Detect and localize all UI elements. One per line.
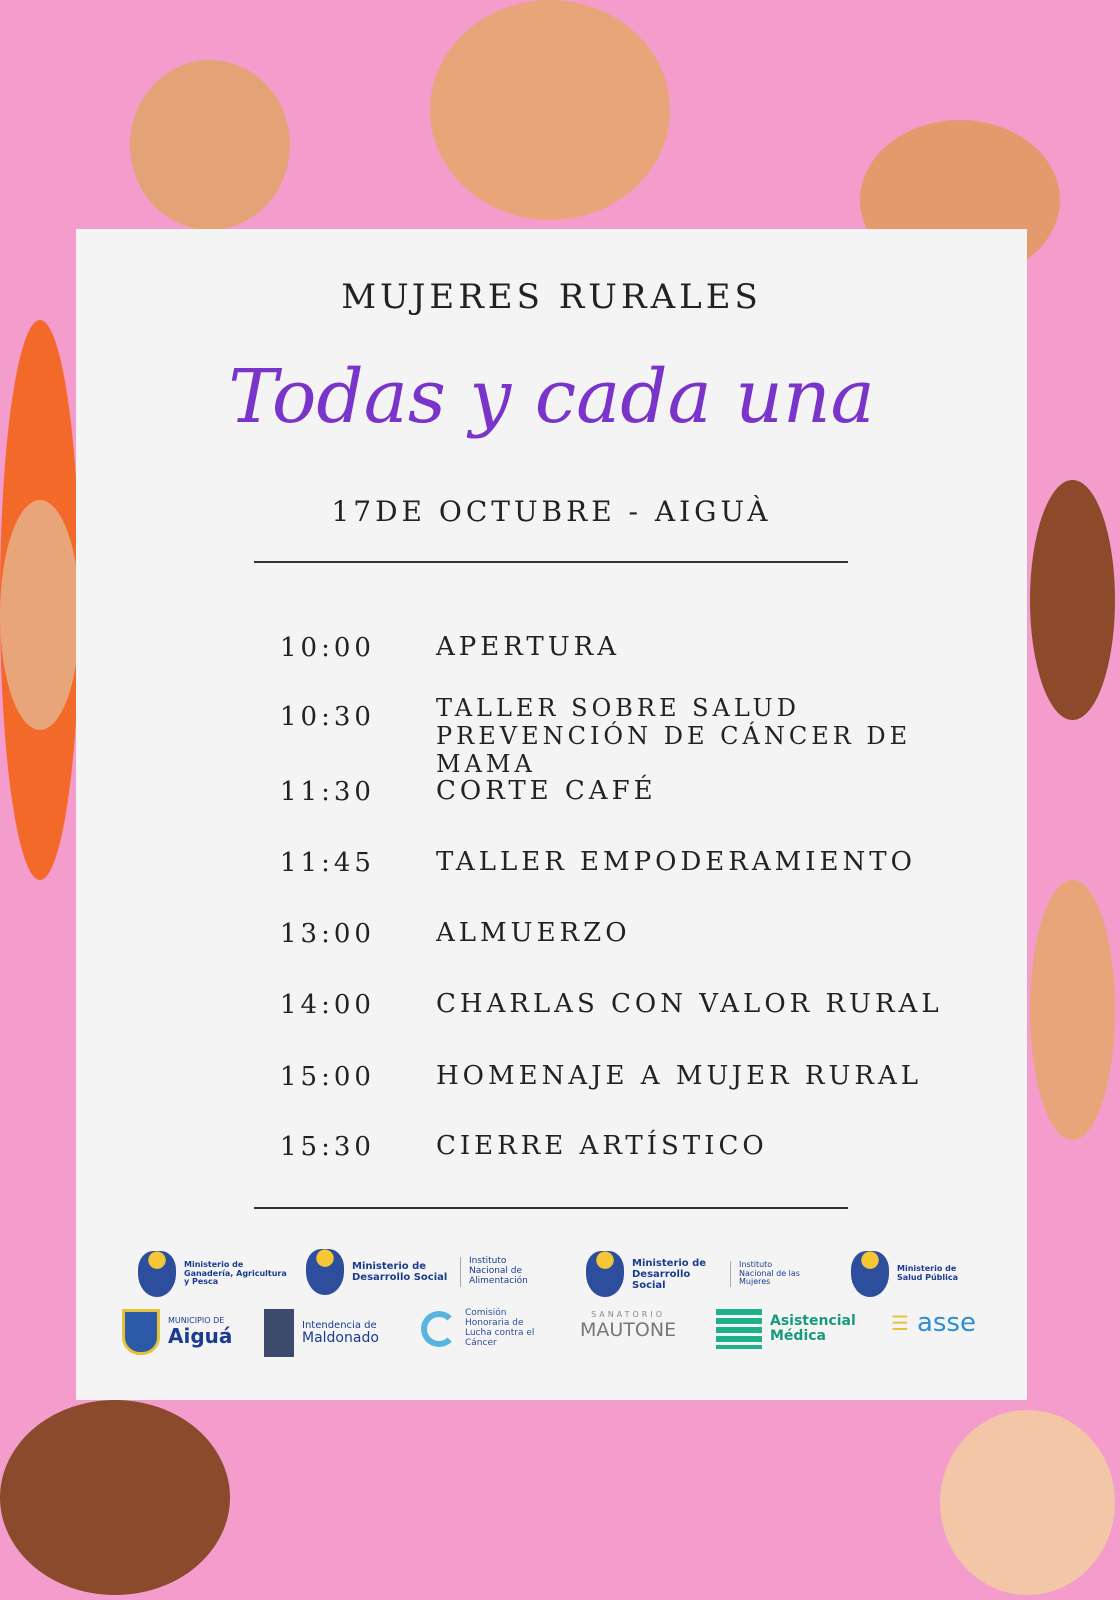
schedule-row xyxy=(280,694,1000,778)
schedule-row xyxy=(280,990,1000,1020)
event-date: 17DE OCTUBRE - AIGUÀ xyxy=(331,495,772,528)
divider xyxy=(254,1207,848,1209)
illustrated-face xyxy=(940,1410,1115,1595)
logo-msp: Ministerio de Salud Pública xyxy=(851,1251,981,1297)
schedule-time: 11:30 xyxy=(280,777,375,807)
schedule-activity: CORTE CAFÉ xyxy=(436,776,657,806)
illustrated-face xyxy=(1030,480,1115,720)
logo-mides-inda: Ministerio de Desarrollo Social Instituto Nacional de Alimentación xyxy=(306,1249,556,1295)
logo-mides-inmujeres: Ministerio de Desarrollo Social Instituto Nacional de las Mujeres xyxy=(586,1251,826,1297)
illustrated-face xyxy=(130,60,290,230)
schedule-activity: HOMENAJE A MUJER RURAL xyxy=(436,1061,923,1091)
logo-municipio-aigua: MUNICIPIO DE Aiguá xyxy=(122,1309,232,1355)
schedule-activity: TALLER EMPODERAMIENTO xyxy=(436,847,916,877)
schedule-row xyxy=(280,633,1000,663)
sponsor-logos xyxy=(116,1239,987,1379)
illustrated-face xyxy=(430,0,670,220)
uruguay-seal-icon xyxy=(851,1251,889,1297)
schedule-activity: APERTURA xyxy=(436,632,620,662)
illustrated-face xyxy=(1030,880,1115,1140)
stairs-icon xyxy=(716,1309,762,1349)
schedule-row xyxy=(280,848,1000,878)
logo-mgap: Ministerio de Ganadería, Agricultura y Pesca xyxy=(138,1251,288,1297)
chlcc-c-icon xyxy=(421,1311,457,1347)
illustrated-face xyxy=(0,1400,230,1595)
schedule-time: 10:30 xyxy=(280,702,375,732)
schedule-time: 11:45 xyxy=(280,848,375,878)
schedule-activity: ALMUERZO xyxy=(436,918,631,948)
schedule-time: 13:00 xyxy=(280,919,375,949)
uruguay-seal-icon xyxy=(306,1249,344,1295)
schedule-time: 10:00 xyxy=(280,633,375,663)
logo-sanatorio-mautone: SANATORIO MAUTONE xyxy=(580,1310,677,1341)
maldonado-crest-icon xyxy=(264,1309,294,1357)
schedule-activity: CHARLAS CON VALOR RURAL xyxy=(436,989,943,1019)
schedule-activity: CIERRE ARTÍSTICO xyxy=(436,1131,768,1161)
divider xyxy=(254,561,848,563)
aigua-shield-icon xyxy=(122,1309,160,1355)
uruguay-seal-icon xyxy=(138,1251,176,1297)
schedule-time: 15:30 xyxy=(280,1132,375,1162)
sun-icon: ☰ xyxy=(891,1311,909,1336)
logo-intendencia-maldonado: Intendencia de Maldonado xyxy=(264,1309,379,1357)
logo-chlcc: Comisión Honoraria de Lucha contra el Cáncer xyxy=(421,1309,535,1349)
program-card xyxy=(76,229,1027,1400)
schedule-time: 14:00 xyxy=(280,990,375,1020)
uruguay-seal-icon xyxy=(586,1251,624,1297)
logo-asse: ☰ asse xyxy=(891,1308,976,1338)
schedule-time: 15:00 xyxy=(280,1062,375,1092)
logo-asistencial-medica: Asistencial Médica xyxy=(716,1309,850,1349)
event-title: Todas y cada una xyxy=(228,354,875,440)
schedule-row xyxy=(280,777,1000,807)
schedule-activity-line2: PREVENCIÓN DE CÁNCER DE MAMA xyxy=(436,722,912,778)
schedule-activity: TALLER SOBRE SALUD xyxy=(436,694,800,722)
schedule-row xyxy=(280,919,1000,949)
schedule-row xyxy=(280,1062,1000,1092)
event-header: MUJERES RURALES xyxy=(341,277,762,317)
illustrated-face xyxy=(0,500,80,730)
schedule-row xyxy=(280,1132,1000,1162)
